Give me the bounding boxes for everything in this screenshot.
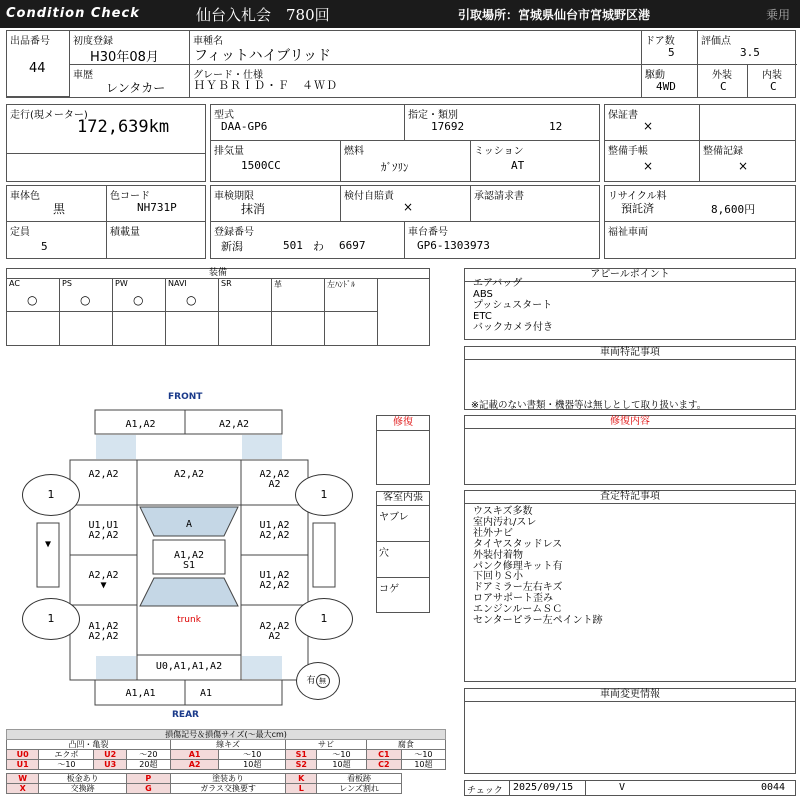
legend-desc: 〜20 [126,750,170,760]
welfare-label: 福祉車両 [608,227,648,238]
score-cell [698,31,797,65]
dmg-rear-bumper-right: A1 [199,688,213,699]
damage-legend [6,729,446,797]
equipment-label: PW [115,279,128,288]
legend-row-3 [7,774,446,784]
color-code-value: NH731P [137,201,177,214]
reg-class: 501 [283,239,303,252]
front-label: FRONT [168,392,203,402]
legend-desc: レンズ割れ [317,784,402,794]
list-item: 下回りＳ小 [473,571,523,583]
drive-cell [642,65,698,97]
dmg-fender-fl: A2,A2 [88,469,119,480]
list-item: ABS [473,288,493,300]
legend-desc: 看板跡 [317,774,402,784]
list-item: 室内汚れ/スレ [473,516,537,528]
drive-label: 駆動 [645,70,665,81]
doors-cell [642,31,698,65]
appeal-list [473,279,553,334]
change-info-title: 車両変更情報 [465,689,795,702]
shade-fl [96,435,136,459]
repair-block [376,415,430,485]
equipment-empty-cell [325,312,378,345]
capacity-label: 定員 [10,227,30,238]
cabin-row-hole [377,542,429,578]
fuel-cell [341,141,471,181]
tire-rear-left: 1 [22,598,80,640]
equipment-mark: ○ [133,293,144,307]
dmg-door-rr: U1,A2 A2,A2 [259,570,290,591]
check-id: 0044 [761,782,786,793]
check-divider [509,781,510,795]
first-reg-label: 初度登録 [73,36,113,47]
list-item: バックカメラ付き [473,321,553,333]
list-item: ドアミラー左右キズ [473,582,563,594]
dmg-door-rl: A2,A2 ▼ [88,570,119,591]
cabin-title: 客室内張 [377,492,429,506]
basic-info-block [6,30,796,98]
special-note: ※記載のない書類・機器等は無しとして取り扱います。 [471,400,707,411]
equipment-mark: ○ [27,293,38,307]
score-label: 評価点 [701,36,731,47]
mission-value: AT [511,159,525,172]
legend-title: 損傷記号＆損傷サイズ(〜最大cm) [7,730,446,740]
maint-book-label: 整備手帳 [608,146,648,157]
maint-book-value: × [643,159,654,173]
warranty-value: × [643,119,654,133]
fuel-value: ｶﾞｿﾘﾝ [381,161,409,174]
equipment-mark: ○ [186,293,197,307]
dmg-hood: A2,A2 [173,469,205,480]
history-cell [70,65,190,97]
dmg-door-fl: U1,U1 A2,A2 [88,520,119,541]
dmg-quarter-rl: A1,A2 A2,A2 [88,621,119,642]
mission-label: ミッション [474,146,524,157]
legend-desc: 20超 [126,760,170,770]
approval-cell [471,186,599,222]
registration-block [210,185,600,259]
lot-number: 44 [29,61,46,76]
auction-title: 仙台入札会 780回 [196,6,330,24]
dmg-fender-fr: A2,A2 A2 [259,469,290,490]
chassis-value: GP6-1303973 [417,239,490,252]
interior-cell [748,65,797,97]
rear-window-shape [140,578,238,606]
legend-code: C2 [366,760,401,770]
legend-row-4 [7,784,446,794]
special-notes-block [464,346,796,410]
equipment-item [113,279,166,312]
liability-value: × [403,200,414,214]
dmg-rear-panel: U0,A1,A1,A2 [155,661,223,672]
exterior-label: 外装 [712,70,732,81]
legend-desc: 板金あり [39,774,126,784]
cabin-row-burn [377,578,429,612]
tire-rear-right: 1 [295,598,353,640]
legend-code: G [126,784,170,794]
equipment-item [166,279,219,312]
legend-desc: 10超 [219,760,286,770]
legend-desc: 塗装あり [170,774,285,784]
list-item: エアバッグ [473,278,523,289]
cabin-burn-label: コゲ [379,584,399,595]
equipment-empty-cell [166,312,219,345]
legend-code: K [286,774,317,784]
legend-code: C1 [366,750,401,760]
equipment-label: 左ﾊﾝﾄﾞﾙ [327,280,355,289]
list-item: プッシュスタート [473,299,553,311]
legend-code: X [7,784,39,794]
legend-desc: 10超 [401,760,445,770]
recycle-block [604,185,796,259]
body-color-label: 車体色 [10,191,40,202]
warranty-block [604,104,796,182]
cabin-block [376,491,430,613]
check-date: 2025/09/15 [513,782,574,793]
reg-area: 新潟 [221,240,243,253]
capacity-value: 5 [41,240,48,253]
header-bar [0,0,800,28]
exterior-cell [698,65,748,97]
legend-code: A1 [170,750,218,760]
equipment-empty-cell [272,312,325,345]
legend-desc: 〜10 [39,760,94,770]
equipment-empty-cell [219,312,272,345]
reg-kana: わ [313,240,324,253]
mission-cell [471,141,599,181]
change-info-block [464,688,796,774]
mileage-value: 172,639km [77,117,170,137]
exterior-value: C [720,80,727,93]
cabin-tear-label: ヤブレ [379,512,409,523]
repair-title: 修復 [377,416,429,431]
reg-no-label: 登録番号 [214,227,254,238]
warranty-label: 保証書 [608,110,638,121]
legend-code: S1 [286,750,317,760]
liability-label: 検付自賠責 [344,191,394,202]
spare-mark: 無 [316,674,330,688]
vehicle-kind: 乗用 [766,8,791,22]
condition-check-title: Condition Check [6,6,140,21]
side-left-mark: ▼ [44,539,52,550]
legend-code: U3 [94,760,126,770]
list-item: 外装付着物 [473,549,523,561]
list-item: 社外ナビ [473,527,513,539]
spec-block [210,104,600,182]
dmg-roof: A1,A2 S1 [173,550,205,571]
list-item: タイヤスタッドレス [473,538,563,550]
dmg-windshield: A [185,519,193,530]
inspection-label: 車検期限 [214,191,254,202]
assessment-list [473,507,603,627]
dmg-front-bumper-right: A2,A2 [218,419,250,430]
equipment-empty-cell [113,312,166,345]
body-color-cell [7,186,107,222]
load-label: 積載量 [110,227,140,238]
dmg-front-bumper-left: A1,A2 [125,419,156,430]
legend-desc: ガラス交換要す [170,784,285,794]
grade-cell [190,65,642,97]
color-code-label: 色コード [110,191,150,202]
first-reg-value: H30年08月 [90,50,159,65]
drive-value: 4WD [656,80,676,93]
first-reg-cell [70,31,190,65]
displacement-value: 1500CC [241,159,281,172]
recycle-fee: 8,600円 [711,203,756,216]
legend-table [6,729,446,794]
legend-group-scratch: 線キズ [170,740,285,750]
appeal-title: アピールポイント [465,269,795,282]
legend-desc: 交換跡 [39,784,126,794]
legend-code: W [7,774,39,784]
vehicle-name: フィットハイブリッド [194,48,332,64]
repair-content-title: 修復内容 [465,416,795,429]
equipment-mark: ○ [80,293,91,307]
maint-record-label: 整備記録 [703,146,743,157]
designation-label: 指定・類別 [408,110,458,121]
rear-label: REAR [172,710,199,720]
dmg-door-fr: U1,A2 A2,A2 [259,520,290,541]
spare-tire [296,662,340,700]
shade-rl [96,656,136,679]
equipment-item [7,279,60,312]
displacement-cell [211,141,341,181]
body-color-value: 黒 [53,202,66,216]
check-divider-2 [585,781,586,795]
history-label: 車歴 [73,70,93,81]
name-cell [190,31,642,65]
mileage-label: 走行(現メーター) [10,110,88,121]
repair-content-block [464,415,796,485]
legend-row-2 [7,760,446,770]
doors-label: ドア数 [645,36,675,47]
color-code-cell [107,186,205,222]
model-label: 型式 [214,110,234,121]
displacement-label: 排気量 [214,146,244,157]
legend-group-dent: 凸凹・亀裂 [7,740,171,750]
assessment-block [464,490,796,682]
mileage-divider [7,153,205,154]
legend-code: S2 [286,760,317,770]
recycle-label: リサイクル料 [608,191,667,202]
inspection-cell [211,186,341,222]
recycle-cell [605,186,795,222]
car-diagram [20,390,360,720]
shade-fr [242,435,282,459]
list-item: パンク修理キット有 [473,560,563,572]
equipment-empty-cell [7,312,60,345]
legend-desc: 〜10 [401,750,445,760]
list-item: センターピラー左ペイント跡 [473,615,603,627]
score-value: 3.5 [740,46,760,59]
equipment-label: PS [62,279,72,288]
approval-label: 承認請求書 [474,191,524,202]
legend-code: L [286,784,317,794]
color-block [6,185,206,259]
inspection-value: 抹消 [241,202,266,216]
reg-no-cell [211,222,405,258]
lot-label: 出品番号 [10,36,50,47]
model-cell [211,105,405,141]
equipment-block [6,268,430,346]
warranty-empty-cell [700,105,795,141]
list-item: ETC [473,310,492,322]
equipment-empty-cell [60,312,113,345]
equipment-item [219,279,272,312]
equipment-row [7,279,429,345]
legend-group-rust: サビ [286,740,366,750]
trunk-label: trunk [177,615,201,625]
legend-code: A2 [170,760,218,770]
interior-label: 内装 [762,70,782,81]
tire-front-left: 1 [22,474,80,516]
legend-desc: 〜10 [317,750,366,760]
legend-code: U2 [94,750,126,760]
load-cell [107,222,205,258]
equipment-title: 装備 [7,269,429,279]
capacity-cell [7,222,107,258]
legend-desc: 10超 [317,760,366,770]
legend-group-corrosion: 腐食 [366,740,445,750]
grade-label: グレード・仕様 [193,70,263,81]
maint-record-value: × [738,159,749,173]
doors-value: 5 [668,46,675,59]
check-block [464,780,796,796]
name-label: 車種名 [193,36,223,47]
equipment-item [60,279,113,312]
maint-record-cell [700,141,795,181]
tire-front-right: 1 [295,474,353,516]
chassis-cell [405,222,599,258]
legend-desc: 〜10 [219,750,286,760]
equipment-label: NAVI [168,279,187,288]
legend-code: P [126,774,170,784]
welfare-cell [605,222,795,258]
shade-rr [242,656,282,679]
maint-book-cell [605,141,700,181]
mileage-block [6,104,206,182]
designation-value: 17692 [431,120,465,133]
legend-desc: エクボ [39,750,94,760]
warranty-cell [605,105,700,141]
grade-value: ＨＹＢＲＩＤ・Ｆ ４ＷＤ [194,79,338,92]
category-value: 12 [549,120,563,133]
assessment-title: 査定特記事項 [465,491,795,504]
equipment-label: 革 [274,280,282,289]
special-title: 車両特記事項 [465,347,795,360]
equipment-item [272,279,325,312]
list-item: ウスキズ多数 [473,506,533,517]
list-item: エンジンルームＳＣ [473,604,563,616]
legend-code: U0 [7,750,39,760]
legend-row-1 [7,750,446,760]
equipment-item [325,279,378,312]
equipment-label: SR [221,279,232,288]
designation-cell [405,105,599,141]
chassis-label: 車台番号 [408,227,448,238]
liability-cell [341,186,471,222]
check-label: チェック [467,786,503,796]
equipment-label: AC [9,279,20,288]
model-value: DAA-GP6 [221,120,268,133]
interior-value: C [770,80,777,93]
lot-cell [7,31,70,97]
recycle-status: 預託済 [621,202,654,215]
list-item: ロアサポート歪み [473,593,553,605]
history-value: レンタカー [106,81,166,95]
fuel-label: 燃料 [344,146,364,157]
cabin-hole-label: 穴 [379,548,389,559]
dmg-rear-bumper-left: A1,A1 [125,688,156,699]
pickup-location: 引取場所：宮城県仙台市宮城野区港 [458,8,651,22]
cabin-row-tear [377,506,429,542]
reg-num: 6697 [339,239,366,252]
appeal-block [464,268,796,340]
check-mark: V [619,782,626,793]
spare-label: 有 [306,676,316,686]
legend-code: U1 [7,760,39,770]
dmg-quarter-rr: A2,A2 A2 [259,621,290,642]
